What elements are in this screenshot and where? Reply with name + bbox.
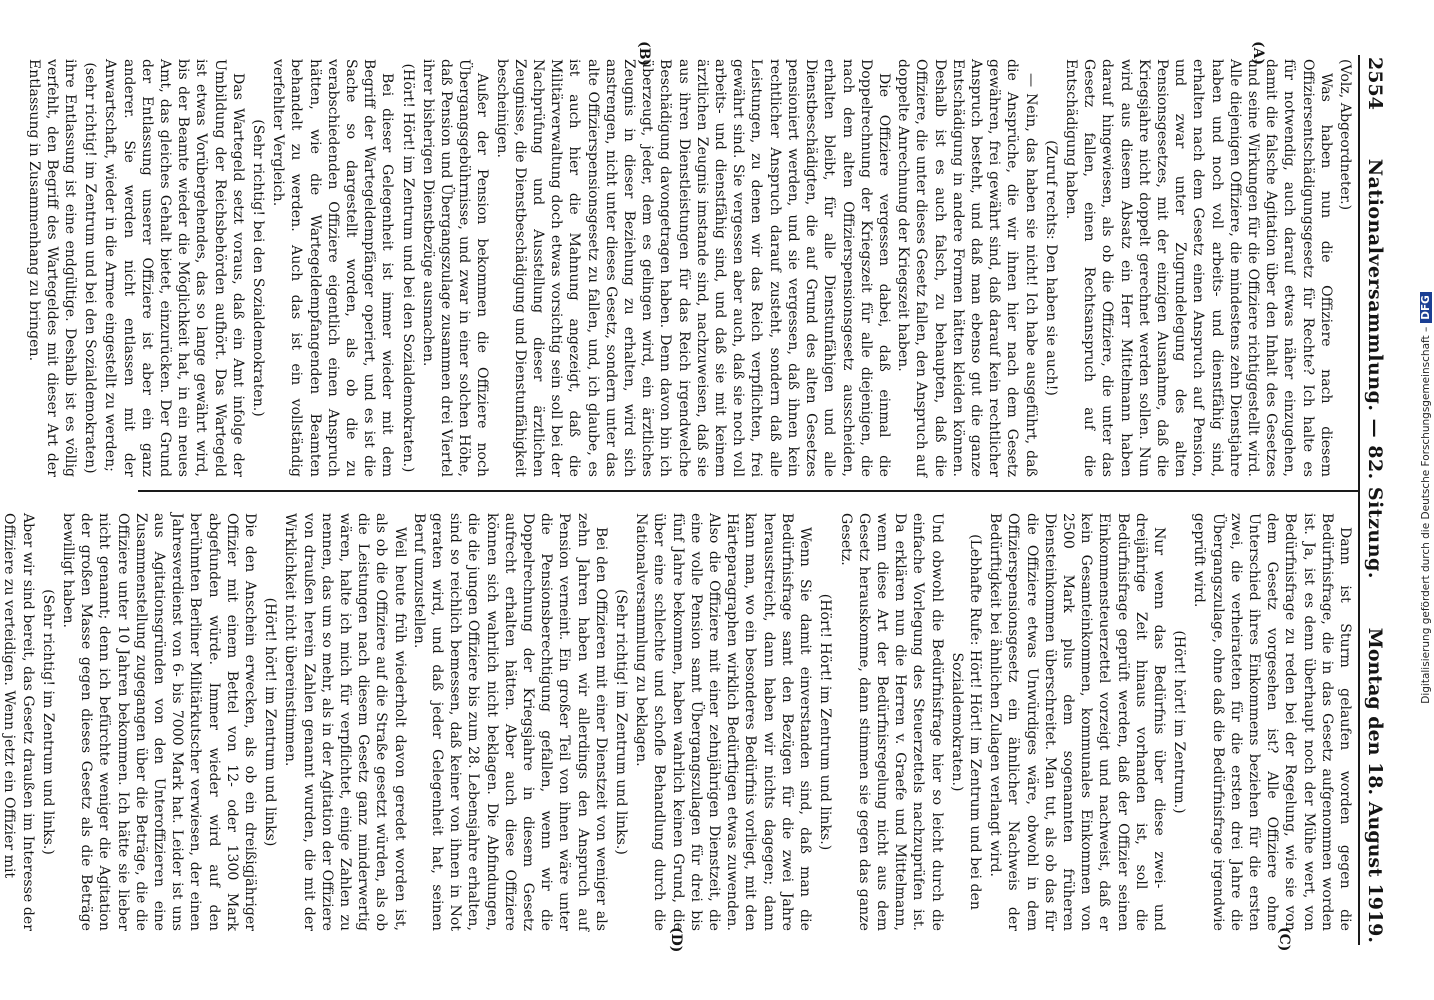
paragraph: Das Wartegeld setzt voraus, daß ein Amt infolge der Umbildung der Reichsbehörden aufhört. Das Wartegeld ist etwas Vorübergehendes, das so lange gewährt wird, bis der Beamte wieder die Möglichkeit hat, in ein neues Amt, das gleiches Gehalt bietet, einzurücken. Der Grund der Entlassung unserer Offiziere ist aber ein ganz anderer. Sie werden nicht entlassen mit der Anwartschaft, wieder in die Armee eingestellt zu werden;	[102, 59, 246, 477]
interjection: (Sehr richtig! im Zentrum und links.)	[613, 589, 630, 855]
paragraph: ihre Entlassung ist eine endgültige. Deshalb ist es völlig verfehlt, den Begriff des Wartegeldes mit dieser Art der Entlassung in Zusammenhang zu bringen.	[25, 59, 78, 477]
interjection: (Zuruf rechts: Den haben sie auch!)	[1042, 140, 1059, 396]
paragraph: Aber wir sind bereit, das Gesetz draußen im Interesse der Offiziere zu verteidigen. Wenn jetzt ein Offizier mit	[1, 513, 36, 931]
dfg-logo: DFG	[1420, 292, 1432, 323]
session-date: Montag den 18. August 1919.	[1364, 627, 1386, 943]
rotated-page-content	[1, 41, 1402, 955]
margin-marker-a: (A)	[1250, 41, 1266, 66]
interjection: (Hört! hört! im Zentrum und links)	[262, 597, 279, 847]
interjection: (Sehr richtig! bei den Sozialdemokraten.)	[250, 119, 267, 417]
paragraph: Die Offiziere vergessen dabei, daß einmal die Doppelrechnung der Kriegszeit für alle diejenigen, die nach dem alten Offizierspensionsgesetz ausscheiden, erhalten bleibt, für alle Dienstunfähigen und alle Dienstbeschädigten, die auf Grund des alten Gesetzes pensioniert werden, und sie vergessen, daß ihnen kein rechtlicher Anspruch darauf zusteht, sondern daß alle Leistungen, zu denen wir das Reich verpflichten, frei gewährt sind. Sie vergessen aber auch, daß sie noch voll arbeits- und dienstfähig sind, und daß sie mit keinem ärztlichen Zeugnis imstande sind, nachzuweisen, daß sie aus ihren Dienstleistungen für das Reich irgendwelche Beschädigung davongetragen haben. Denn davon bin ich überzeugt, jeder, dem es gelingen wird, ein ärztliches Zeugnis in dieser Beziehung zu erhalten, wird sich anstrengen, nicht unter dieses Gesetz, sondern unter das alte Offizierspensionsgesetz zu fallen, und, ich glaube, es ist auch hier die Mahnung angezeigt, daß die Militärverwaltung doch etwas vorsichtig sein soll bei der Nachprüfung und Ausstellung dieser ärztlichen Zeugnisse, die Dienstbeschädigung und Dienstunfähigkeit bescheinigen.	[493, 59, 892, 477]
page-number: 2554	[1364, 57, 1386, 110]
paragraph: Bei den Offizieren mit einer Dienstzeit von weniger als zehn Jahren haben wir allerdings den Anspruch auf Pension verneint. Ein großer Teil von ihnen wäre unter die Pensionsberechtigung gefallen, wenn wir die Doppelrechnung der Kriegsjahre in diesem Gesetz aufrecht erhalten hätten. Aber auch diese Offiziere können sich wahrlich nicht beklagen. Die Abfindungen, die die jungen Offiziere bis zum 28. Lebensjahre erhalten, sind so reichlich bemessen, daß keiner von ihnen in Not geraten wird, und daß jeder Gelegenheit hat, seinen Beruf umzustellen.	[410, 513, 609, 931]
left-text-column	[23, 59, 1354, 477]
paragraph: Außer der Pension bekommen die Offiziere noch Übergangsgebührnisse, und zwar in einer solchen Höhe, daß Pension und Übergangszulage zusammen drei Viertel ihrer bisherigen Dienstbezüge ausmachen.	[419, 59, 491, 477]
margin-marker-d: (D)	[668, 927, 684, 953]
assembly-session-title: Nationalversammlung. — 82. Sitzung.	[1364, 158, 1386, 579]
credit-text: Digitalisierung gefördert durch die Deutsche Forschungsgemeinschaft –	[1420, 326, 1432, 704]
column-divider	[138, 490, 1358, 492]
interjection: (sehr richtig! im Zentrum und bei den Sozialdemokraten)	[82, 62, 99, 474]
paragraph: Die den Anschein erwecken, als ob ein dreißigjähriger Offizier mit einem Bettel von 12- oder 1300 Mark abgefunden würde. Immer wieder wird auf den berühmten Berliner Militärkutscher verwiesen, der einen Jahresverdienst von 6- bis 7000 Mark hat. Leider ist uns aus Agitationsgründen von den Unteroffizieren eine Zusammenstellung zugegangen über die Beträge, die die Offiziere unter 10 Jahren bekommen. Ich hätte sie lieber nicht genannt; denn ich befürchte weniger die Agitation der großen Masse gegen dieses Gesetz als die Beträge bewilligt haben.	[59, 513, 259, 931]
paragraph: Und obwohl die Bedürfnisfrage hier so leicht durch die einfache Vorlegung des Steuerzettels nachzuprüfen ist. Da erklären nun die Herren v. Graefe und Mittelmann, wenn diese Art der Bedürfnisregelung nicht aus dem Gesetz herauskomme, dann stimmen sie gegen das ganze Gesetz.	[837, 513, 945, 931]
paragraph: — Nein, das haben sie nicht! Ich habe ausgeführt, daß die Ansprüche, die wir ihnen hier nach dem Gesetz gewähren, frei gewährt sind, daß darauf kein rechtlicher Anspruch besteht, und daß man ebenso gut die ganze Entschädigung in andere Formen hätten kleiden können. Deshalb ist es auch falsch, zu behaupten, daß die Offiziere, die unter dieses Gesetz fallen, den Anspruch auf doppelte Anrechnung der Kriegszeit haben.	[895, 59, 1039, 477]
margin-marker-c: (C)	[1276, 927, 1292, 952]
paragraph: Weil heute früh wiederholt davon geredet worden ist, als ob die Offiziere auf die Straße gesetzt würden, als ob die Leistungen nach diesem Gesetz ganz minderwertig wären, halte ich mich für verpflichtet, einige Zahlen zu nennen, das um so mehr, als in der Agitation der Offiziere von draußen herein Zahlen genannt wurden, die mit der Wirklichkeit nicht übereinstimmen.	[282, 513, 408, 931]
margin-marker-b: (B)	[636, 41, 652, 67]
speaker-line: (Volz, Abgeordneter.)	[1337, 59, 1353, 211]
interjection: (Lebhafte Rufe: Hört! Hört! im Zentrum und bei den Sozialdemokraten.)	[948, 534, 983, 910]
paragraph: Dann ist Sturm gelaufen worden gegen die Bedürfnisfrage, die in das Gesetz aufgenommen worden ist. Ja, ist es denn überhaupt noch der Mühe wert, von Bedürfnisfrage zu reden bei der Regelung, wie sie von dem Gesetz vorgesehen ist? Alle Offiziere ohne Unterschied ihres Einkommens beziehen für die ersten zwei, die verheirateten für die ersten drei Jahre die Übergangszulage, ohne daß die Bedürfnisfrage irgendwie geprüft wird.	[1191, 513, 1353, 931]
paragraph: Bei dieser Gelegenheit ist immer wieder mit dem Begriff der Wartegeldempfänger operiert, und es ist die Sache so dargestellt worden, als ob die zu verabschiedenden Offiziere eigentlich einen Anspruch hätten, wie die Wartegeldempfangenden Beamten behandelt zu werden. Auch das ist ein vollständig verfehlter Vergleich.	[270, 59, 396, 477]
interjection: (Hört! Hört! im Zentrum und links.)	[817, 593, 834, 851]
header-rule	[1358, 55, 1360, 945]
running-header	[1364, 57, 1392, 943]
interjection: (Hört! hört! im Zentrum.)	[1171, 630, 1188, 814]
paragraph: Was haben nun die Offiziere nach diesem Offiziersentschädigungsgesetz für Rechte? Ich halte es für notwendig, auch darauf etwas näher einzugehen, damit die falsche Agitation über den Inhalt des Gesetzes und seine Wirkungen für die Offiziere richtiggestellt wird. Alle diejenigen Offiziere, die mindestens zehn Dienstjahre haben und noch voll arbeits- und dienstfähig sind, erhalten nach dem Gesetz einen Anspruch auf Pension, und zwar unter Zugrundelegung des alten Pensionsgesetzes, mit der einzigen Ausnahme, daß die Kriegsjahre nicht doppelt gerechnet werden sollen. Nun wird aus diesem Absatz ein Herr Mittelmann haben darauf hingewiesen, als ob die Offiziere, die unter das Gesetz fallen, einen Rechtsanspruch auf die Entschädigung haben.	[1062, 59, 1334, 477]
paragraph: Wenn Sie damit einverstanden sind, daß man die Bedürfnisfrage samt den Bezügen für die zwei Jahre herausstreicht, dann haben wir nichts dagegen; dann kann man, wo ein besonderes Bedürfnis vorliegt, mit den Härteparagraphen wirklich Bedürftigen etwas zuwenden. Also die Offiziere mit einer zehnjährigen Dienstzeit, die eine volle Pension samt Übergangszulagen für drei bis fünf Jahre bekommen, haben wahrlich keinen Grund, die über eine schlechte und schofle Behandlung durch die Nationalversammlung zu beklagen.	[633, 513, 814, 931]
interjection: (Sehr richtig! im Zentrum und links.)	[39, 589, 56, 855]
paragraph: Nur wenn das Bedürfnis über diese zwei- und dreijährige Zeit hinaus vorhanden ist, soll die Bedürfnisfrage geprüft werden, daß der Offizier seinen Einkommensteuerzettel vorzeigt und nachweist, daß er kein Gesamteinkommen, kommunales Einkommen von 2500 Mark plus dem sogenannten früheren Diensteinkommen überschreitet. Man tut, als ob das für die Offiziere etwas Unwürdiges wäre, obwohl in dem Offizierspensionsgesetz ein ähnlicher Nachweis der Bedürftigkeit bei ähnlichen Zulagen verlangt wird.	[987, 513, 1167, 931]
interjection: (Hört! Hört! im Zentrum und bei den Sozialdemokraten.)	[399, 63, 416, 473]
right-text-column	[0, 513, 1354, 931]
